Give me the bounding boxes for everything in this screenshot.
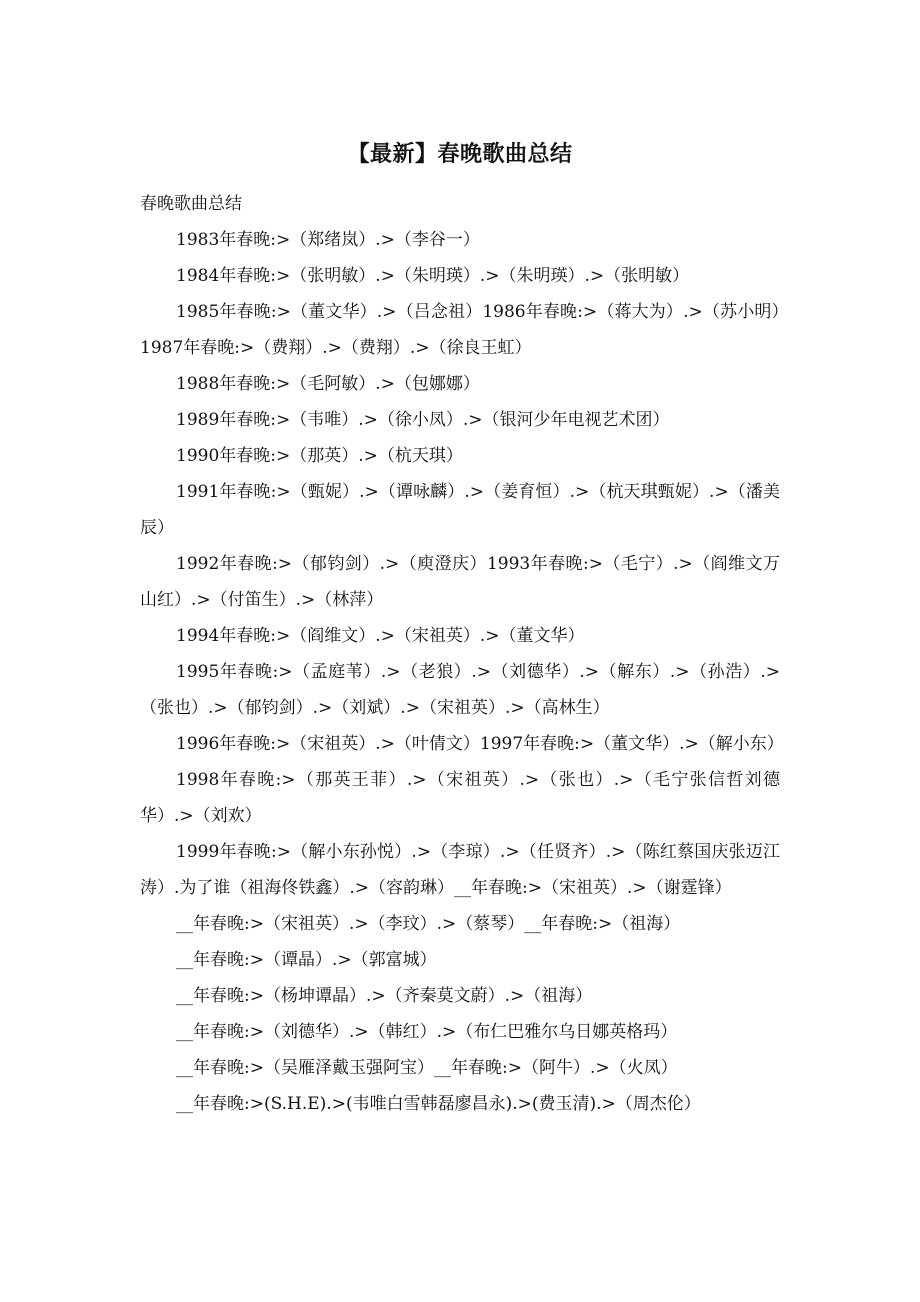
paragraph-1994: 1994年春晚:>（阎维文）.>（宋祖英）.>（董文华） bbox=[176, 626, 585, 646]
paragraph-1991: 1991年春晚:>（甄妮）.>（谭咏麟）.>（姜育恒）.>（杭天琪甄妮）.>（潘美辰） bbox=[140, 482, 780, 538]
paragraph-1999: 1999年春晚:>（解小东孙悦）.>（李琼）.>（任贤齐）.>（陈红蔡国庆张迈江涛）.为了谁（祖海佟铁鑫）.>（容韵琳）__年春晚:>（宋祖英）.>（谢霆锋） bbox=[140, 842, 780, 898]
paragraph-1988: 1988年春晚:>（毛阿敏）.>（包娜娜） bbox=[176, 374, 480, 394]
paragraph-1984: 1984年春晚:>（张明敏）.>（朱明瑛）.>（朱明瑛）.>（张明敏） bbox=[176, 266, 690, 286]
paragraph-1985-1987: 1985年春晚:>（董文华）.>（吕念祖）1986年春晚:>（蒋大为）.>（苏小明）1987年春晚:>（费翔）.>（费翔）.>（徐良王虹） bbox=[140, 302, 780, 358]
document-title: 【最新】春晚歌曲总结 bbox=[347, 141, 573, 167]
paragraph-unknown-f: __年春晚:>(S.H.E).>(韦唯白雪韩磊廖昌永).>(费玉清).>（周杰伦） bbox=[176, 1094, 701, 1114]
paragraph-unknown-c: __年春晚:>（杨坤谭晶）.>（齐秦莫文蔚）.>（祖海） bbox=[176, 986, 593, 1006]
paragraph-1996-1997: 1996年春晚:>（宋祖英）.>（叶倩文）1997年春晚:>（董文华）.>（解小东） bbox=[176, 734, 784, 754]
paragraph-1990: 1990年春晚:>（那英）.>（杭天琪） bbox=[176, 446, 463, 466]
paragraph-unknown-b: __年春晚:>（谭晶）.>（郭富城） bbox=[176, 950, 437, 970]
document-body bbox=[140, 186, 784, 1122]
paragraph-1998: 1998年春晚:>（那英王菲）.>（宋祖英）.>（张也）.>（毛宁张信哲刘德华）.>（刘欢） bbox=[140, 770, 780, 826]
paragraph-unknown-e: __年春晚:>（吴雁泽戴玉强阿宝）__年春晚:>（阿牛）.>（火凤） bbox=[176, 1058, 678, 1078]
paragraph-unknown-d: __年春晚:>（刘德华）.>（韩红）.>（布仁巴雅尔乌日娜英格玛） bbox=[176, 1022, 678, 1042]
paragraph-1995: 1995年春晚:>（孟庭苇）.>（老狼）.>（刘德华）.>（解东）.>（孙浩）.>（张也）.>（郁钧剑）.>（刘斌）.>（宋祖英）.>（高林生） bbox=[140, 662, 780, 718]
document-subtitle: 春晚歌曲总结 bbox=[140, 194, 242, 214]
paragraph-1983: 1983年春晚:>（郑绪岚）.>（李谷一） bbox=[176, 230, 480, 250]
paragraph-1989: 1989年春晚:>（韦唯）.>（徐小凤）.>（银河少年电视艺术团） bbox=[176, 410, 670, 430]
paragraph-unknown-a: __年春晚:>（宋祖英）.>（李玟）.>（蔡琴）__年春晚:>（祖海） bbox=[176, 914, 681, 934]
paragraph-1992-1993: 1992年春晚:>（郁钧剑）.>（庾澄庆）1993年春晚:>（毛宁）.>（阎维文万山红）.>（付笛生）.>（林萍） bbox=[140, 554, 780, 610]
